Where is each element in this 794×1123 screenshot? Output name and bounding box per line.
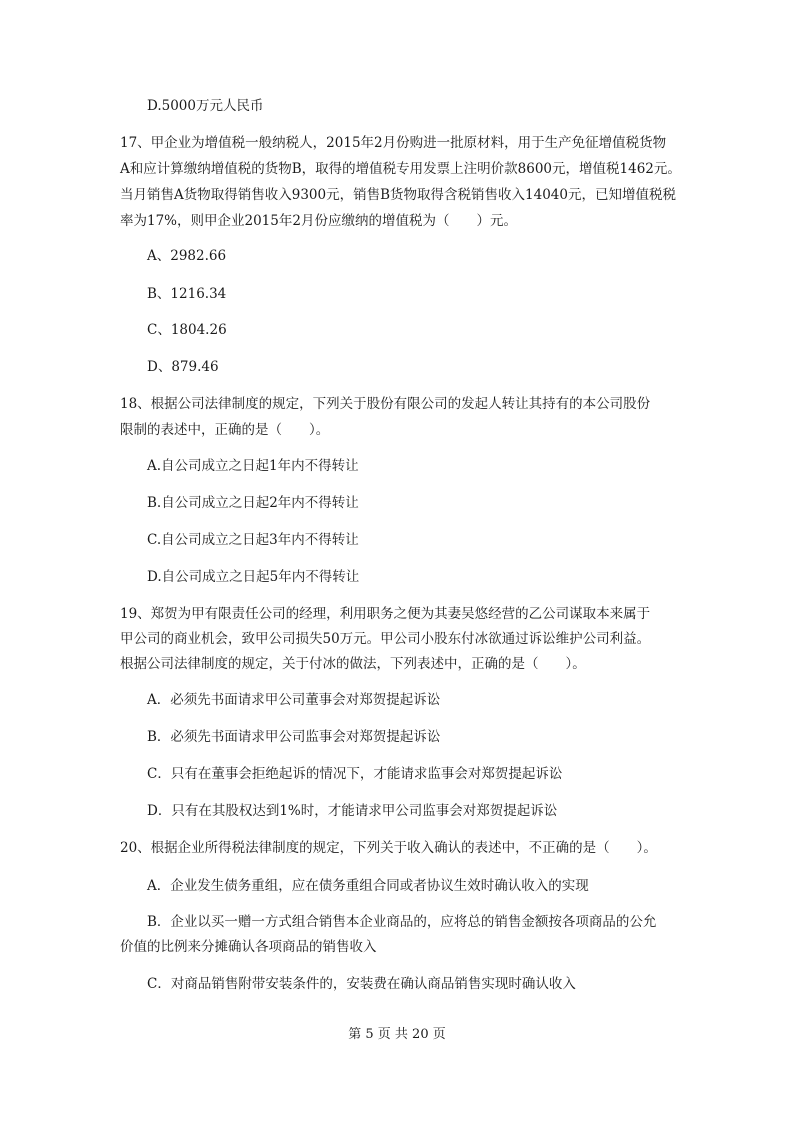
q18-option-d: D.自公司成立之日起5年内不得转让 (147, 569, 360, 585)
q17-option-c: C、1804.26 (147, 322, 227, 338)
q20-option-b-line-1: B．企业以买一赠一方式组合销售本企业商品的，应将总的销售金额按各项商品的公允 (147, 914, 657, 930)
q20-option-b-line-2: 价值的比例来分摊确认各项商品的销售收入 (120, 939, 377, 955)
q17-line-3: 当月销售A货物取得销售收入9300元，销售B货物取得含税销售收入14040元，已知增值税税 (120, 187, 676, 203)
q17-line-4: 率为17%，则甲企业2015年2月份应缴纳的增值税为（ ）元。 (120, 213, 517, 229)
page-footer: 第 5 页 共 20 页 (348, 1027, 446, 1042)
q17-option-a: A、2982.66 (147, 248, 227, 264)
q18-option-a: A.自公司成立之日起1年内不得转让 (147, 458, 359, 474)
q17-option-d: D、879.46 (147, 359, 219, 375)
q20-line-1: 20、根据企业所得税法律制度的规定，下列关于收入确认的表述中，不正确的是（ ）。 (120, 840, 657, 856)
q20-option-c: C．对商品销售附带安装条件的，安装费在确认商品销售实现时确认收入 (147, 976, 576, 992)
q19-option-c: C．只有在董事会拒绝起诉的情况下，才能请求监事会对郑贺提起诉讼 (147, 766, 563, 782)
q18-option-c: C.自公司成立之日起3年内不得转让 (147, 532, 359, 548)
q17-line-1: 17、甲企业为增值税一般纳税人，2015年2月份购进一批原材料，用于生产免征增值税货物 (120, 135, 667, 151)
q19-option-b: B．必须先书面请求甲公司监事会对郑贺提起诉讼 (147, 729, 441, 745)
q18-line-1: 18、根据公司法律制度的规定，下列关于股份有限公司的发起人转让其持有的本公司股份 (120, 396, 651, 412)
q18-line-2: 限制的表述中，正确的是（ ）。 (120, 422, 330, 438)
q20-option-a: A．企业发生债务重组，应在债务重组合同或者协议生效时确认收入的实现 (147, 878, 589, 894)
q19-line-1: 19、郑贺为甲有限责任公司的经理，利用职务之便为其妻吴悠经营的乙公司谋取本来属于 (120, 606, 651, 622)
q19-line-2: 甲公司的商业机会，致甲公司损失50万元。甲公司小股东付冰欲通过诉讼维护公司利益。 (120, 631, 651, 647)
q17-line-2: A和应计算缴纳增值税的货物B，取得的增值税专用发票上注明价款8600元，增值税1462元。 (120, 161, 681, 177)
option-d-prev: D.5000万元人民币 (147, 98, 264, 114)
q17-option-b: B、1216.34 (147, 286, 227, 302)
q19-option-a: A．必须先书面请求甲公司董事会对郑贺提起诉讼 (147, 692, 441, 708)
q19-option-d: D．只有在其股权达到1%时，才能请求甲公司监事会对郑贺提起诉讼 (147, 803, 558, 819)
q18-option-b: B.自公司成立之日起2年内不得转让 (147, 495, 359, 511)
q19-line-3: 根据公司法律制度的规定，关于付冰的做法，下列表述中，正确的是（ ）。 (120, 656, 586, 672)
